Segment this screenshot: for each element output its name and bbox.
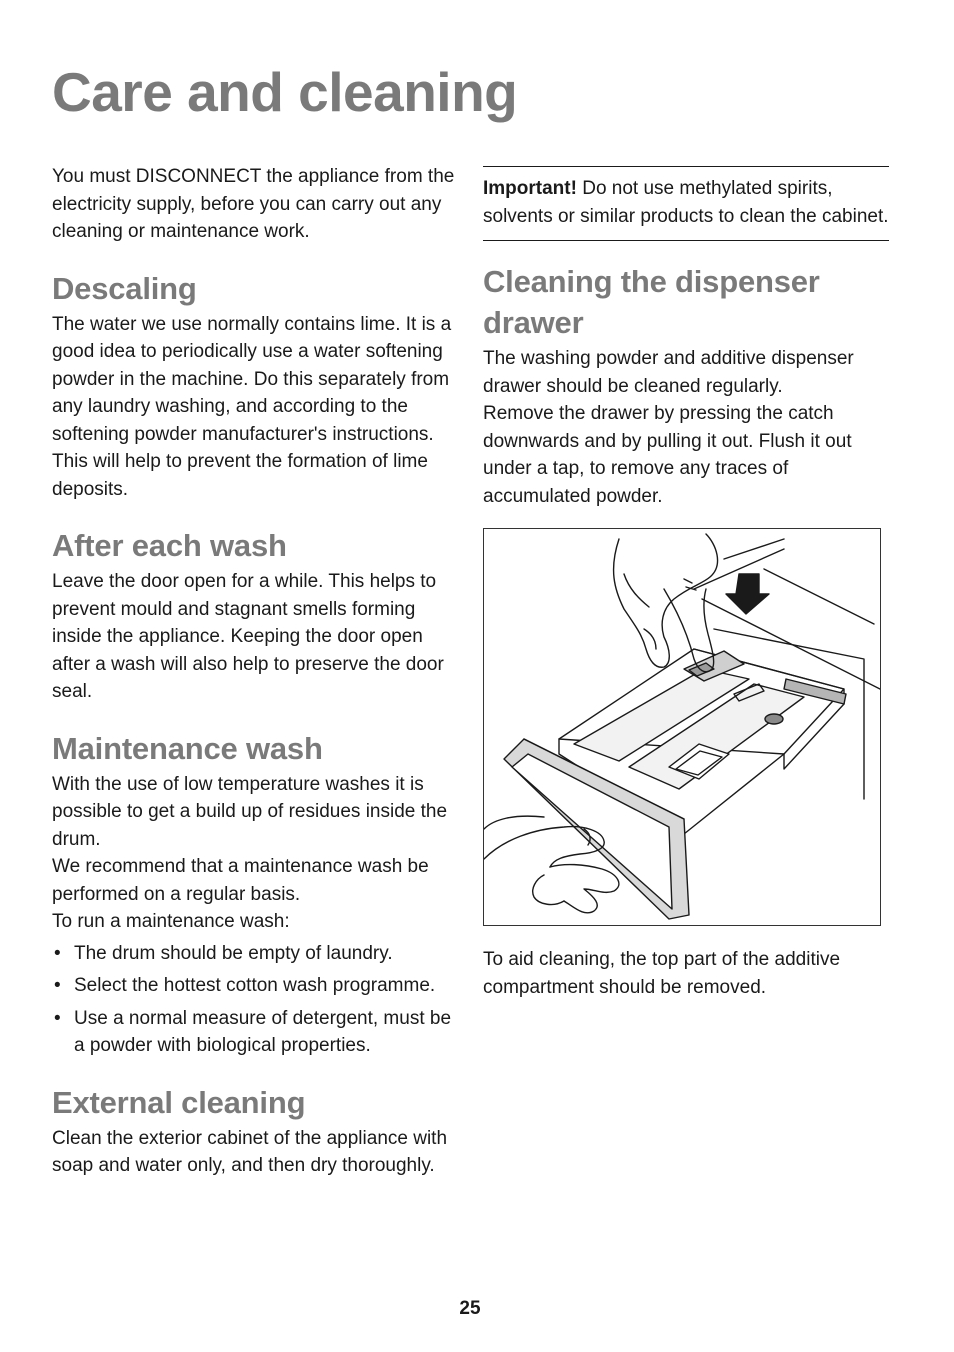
illustration-caption: To aid cleaning, the top part of the additive compartment should be removed.: [483, 949, 841, 998]
right-column: [483, 163, 889, 1001]
disconnect-warning: You must DISCONNECT the appliance from the electricity supply, before you can carry out any cleaning or maintenance work.: [52, 166, 455, 242]
dispenser-drawer-illustration: [483, 528, 881, 926]
descaling-body: The water we use normally contains lime. It is a good idea to periodically use a water softening powder in the machine. Do this separately from any laundry washing, and according to the softening powder manufacturer's instructions. This will help to prevent the formation of lime deposits.: [52, 313, 452, 500]
intro-section: [52, 163, 462, 246]
maintenance-heading: Maintenance wash: [52, 730, 323, 766]
important-label: Important!: [483, 178, 577, 199]
list-item: • Select the hottest cotton wash programme.: [52, 972, 462, 1000]
dispenser-p2: Remove the drawer by pressing the catch downwards and by pulling it out. Flush it out under a tap, to remove any traces of accumulated powder.: [483, 403, 852, 507]
maintenance-p2: We recommend that a maintenance wash be performed on a regular basis.: [52, 856, 429, 905]
descaling-section: [52, 268, 462, 504]
descaling-heading: Descaling: [52, 270, 197, 306]
dispenser-heading: Cleaning the dispenser drawer: [483, 264, 820, 340]
maintenance-bullet-list: [52, 940, 462, 1060]
external-cleaning-body: Clean the exterior cabinet of the appliance with soap and water only, and then dry thoroughly.: [52, 1127, 448, 1176]
important-text: [483, 175, 889, 230]
after-wash-heading: After each wash: [52, 528, 287, 563]
important-note: [483, 166, 889, 241]
important-body: Do not use methylated spirits, solvents or similar products to clean the cabinet.: [483, 178, 889, 227]
page-number: 25: [459, 1298, 481, 1319]
left-column: [52, 163, 462, 1180]
dispenser-p1: The washing powder and additive dispenser drawer should be cleaned regularly.: [483, 348, 854, 397]
drawer-line-drawing: [484, 529, 880, 925]
external-cleaning-section: [52, 1082, 462, 1180]
maintenance-section: [52, 728, 462, 1060]
after-wash-section: [52, 525, 462, 706]
list-item: • Use a normal measure of detergent, must be a powder with biological properties.: [52, 1005, 462, 1060]
dispenser-section: [483, 261, 889, 510]
maintenance-p3: To run a maintenance wash:: [52, 911, 290, 932]
list-item: • The drum should be empty of laundry.: [52, 940, 462, 968]
after-wash-body: Leave the door open for a while. This helps to prevent mould and stagnant smells forming inside the appliance. Keeping the door open after a wash will also help to preserve the door seal.: [52, 571, 444, 702]
page-title: Care and cleaning: [52, 61, 518, 123]
maintenance-p1: With the use of low temperature washes it is possible to get a build up of residues inside the drum.: [52, 773, 448, 850]
external-cleaning-heading: External cleaning: [52, 1084, 306, 1120]
